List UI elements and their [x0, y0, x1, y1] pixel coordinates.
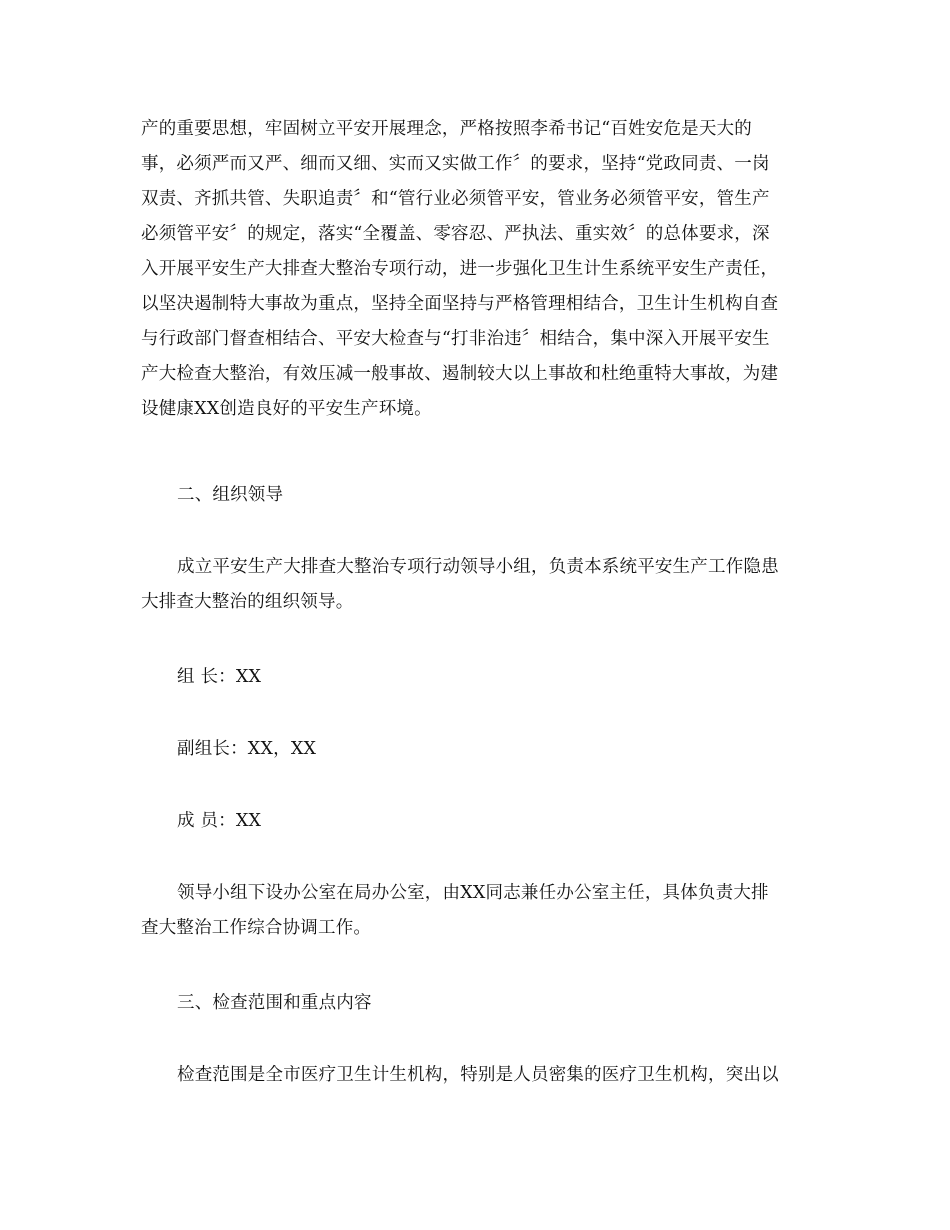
- section-heading-scope: [141, 986, 813, 1021]
- text-line: 领导小组下设办公室在局办公室，由XX同志兼任办公室主任，具体负责大排: [177, 883, 769, 903]
- group-intro-paragraph: [141, 550, 813, 620]
- text-line: 与行政部门督查相结合、平安大检查与“打非治违〞相结合，集中深入开展平安生: [141, 329, 770, 349]
- text-line: 成立平安生产大排查大整治专项行动领导小组，负责本系统平安生产工作隐患: [177, 557, 779, 577]
- text-line: 必须管平安〞的规定，落实“全覆盖、零容忍、严执法、重实效〞的总体要求，深: [141, 224, 770, 244]
- members-line: [141, 804, 813, 839]
- text-line: 产的重要思想，牢固树立平安开展理念，严格按照李希书记“百姓安危是天大的: [141, 119, 752, 139]
- text-line: 检查范围是全市医疗卫生计生机构，特别是人员密集的医疗卫生机构，突出以: [177, 1065, 779, 1085]
- section-heading-organization: [141, 478, 813, 513]
- leader-line: [141, 660, 813, 695]
- deputy-leader-line: [141, 732, 813, 767]
- intro-paragraph: [141, 112, 813, 427]
- text-line: 产大检查大整治，有效压减一般事故、遏制较大以上事故和杜绝重特大事故，为建: [141, 364, 779, 384]
- text-line: 成 员：XX: [177, 811, 262, 831]
- text-line: 查大整治工作综合协调工作。: [141, 918, 372, 938]
- scope-paragraph: [141, 1058, 813, 1093]
- text-line: 设健康XX创造良好的平安生产环境。: [141, 399, 432, 419]
- text-line: 事，必须严而又严、细而又细、实而又实做工作〞的要求，坚持“党政同责、一岗: [141, 154, 770, 174]
- text-line: 以坚决遏制特大事故为重点，坚持全面坚持与严格管理相结合，卫生计生机构自查: [141, 294, 779, 314]
- text-line: 双责、齐抓共管、失职追责〞和“管行业必须管平安，管业务必须管平安，管生产: [141, 189, 770, 209]
- text-line: 入开展平安生产大排查大整治专项行动，进一步强化卫生计生系统平安生产责任，: [141, 259, 779, 279]
- heading-text: 二、组织领导: [177, 485, 284, 505]
- text-line: 副组长：XX，XX: [177, 739, 317, 759]
- office-paragraph: [141, 876, 813, 946]
- text-line: 大排查大整治的组织领导。: [141, 592, 354, 612]
- text-line: 组 长：XX: [177, 667, 262, 687]
- heading-text: 三、检查范围和重点内容: [177, 993, 372, 1013]
